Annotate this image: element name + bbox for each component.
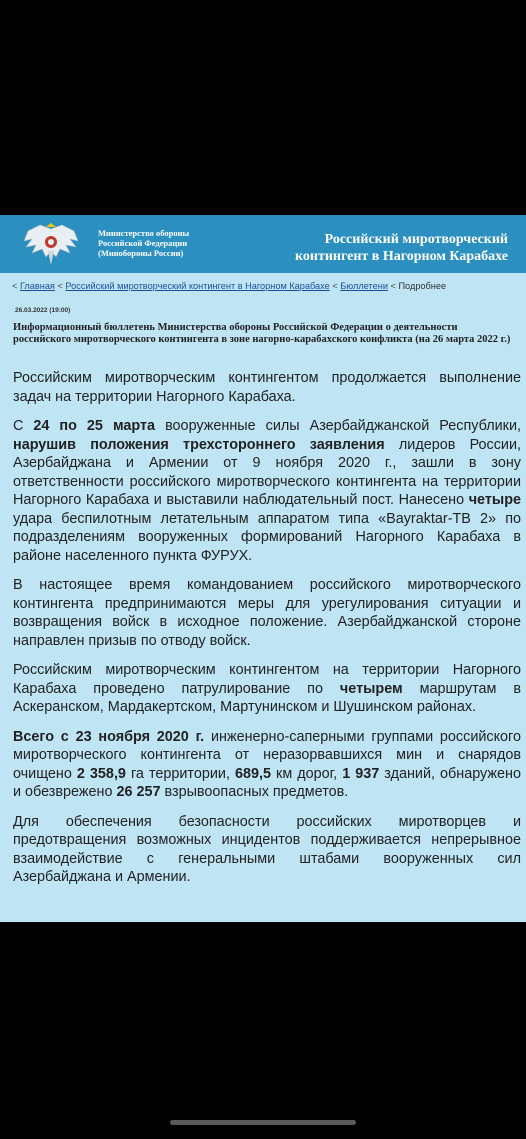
paragraph-3: В настоящее время командованием российского миротворческого контингента предпринимаются меры для урегулирования ситуации и возвращения войск в исходное положение. Азербайджанской стороне направлен призыв по отводу войск. xyxy=(13,577,521,649)
paragraph-4: Российским миротворческим контингентом на территории Нагорного Карабаха проведено патрулирование по четырем маршрутам в Аскеранском, Мардакертском, Мартунинском и Шушинском районах. xyxy=(13,662,521,715)
paragraph-2: С 24 по 25 марта вооруженные силы Азербайджанской Республики, нарушив положения трехстороннего заявления лидеров России, Азербайджана и Армении от 9 ноября 2020 г., зашли в зону ответственности российского миротворческого контингента на территории Нагорного Карабаха и выставили наблюдательный пост. Нанесено четыре удара беспилотным летательным аппаратом типа «Bayraktar-ТВ 2» по подразделениям вооруженных формирований Нагорного Карабаха в районе населенного пункта ФУРУХ. xyxy=(13,418,522,564)
breadcrumb: < Главная < Российский миротворческий контингент в Нагорном Карабахе < Бюллетени < Подробнее xyxy=(12,281,447,291)
site-title[interactable]: Российский миротворческий контингент в Нагорном Карабахе xyxy=(295,232,508,264)
article-headline: Информационный бюллетень Министерства обороны Российской Федерации о деятельности российского миротворческого контингента в зоне нагорно-карабахского конфликта (на 26 марта 2022 г.) xyxy=(13,322,511,345)
screenshot-card xyxy=(0,215,526,922)
breadcrumb-section-link[interactable]: Российский миротворческий контингент в Нагорном Карабахе xyxy=(65,281,330,291)
article-body xyxy=(13,369,521,898)
ministry-name: Министерство обороны Российской Федерации (Минобороны России) xyxy=(98,228,190,258)
article-date: 26.03.2022 (19:00) xyxy=(15,307,71,314)
double-headed-eagle-emblem-icon[interactable] xyxy=(22,221,80,267)
paragraph-1: Российским миротворческим контингентом продолжается выполнение задач на территории Нагорного Карабаха. xyxy=(13,370,521,405)
site-header-banner xyxy=(0,215,526,273)
paragraph-5: Всего с 23 ноября 2020 г. инженерно-саперными группами российского миротворческого контингента от неразорвавшихся мин и снарядов очищено 2 358,9 га территории, 689,5 км дорог, 1 937 зданий, обнаружено и обезврежено 26 257 взрывоопасных предметов. xyxy=(13,728,521,800)
paragraph-6: Для обеспечения безопасности российских миротворцев и предотвращения возможных инцидентов поддерживается непрерывное взаимодействие с генеральными штабами вооруженных сил Азербайджана и Армении. xyxy=(13,813,521,885)
breadcrumb-current: Подробнее xyxy=(398,281,447,291)
home-indicator[interactable] xyxy=(170,1120,356,1125)
breadcrumb-home-link[interactable]: Главная xyxy=(19,281,55,291)
breadcrumb-bulletins-link[interactable]: Бюллетени xyxy=(340,281,388,291)
